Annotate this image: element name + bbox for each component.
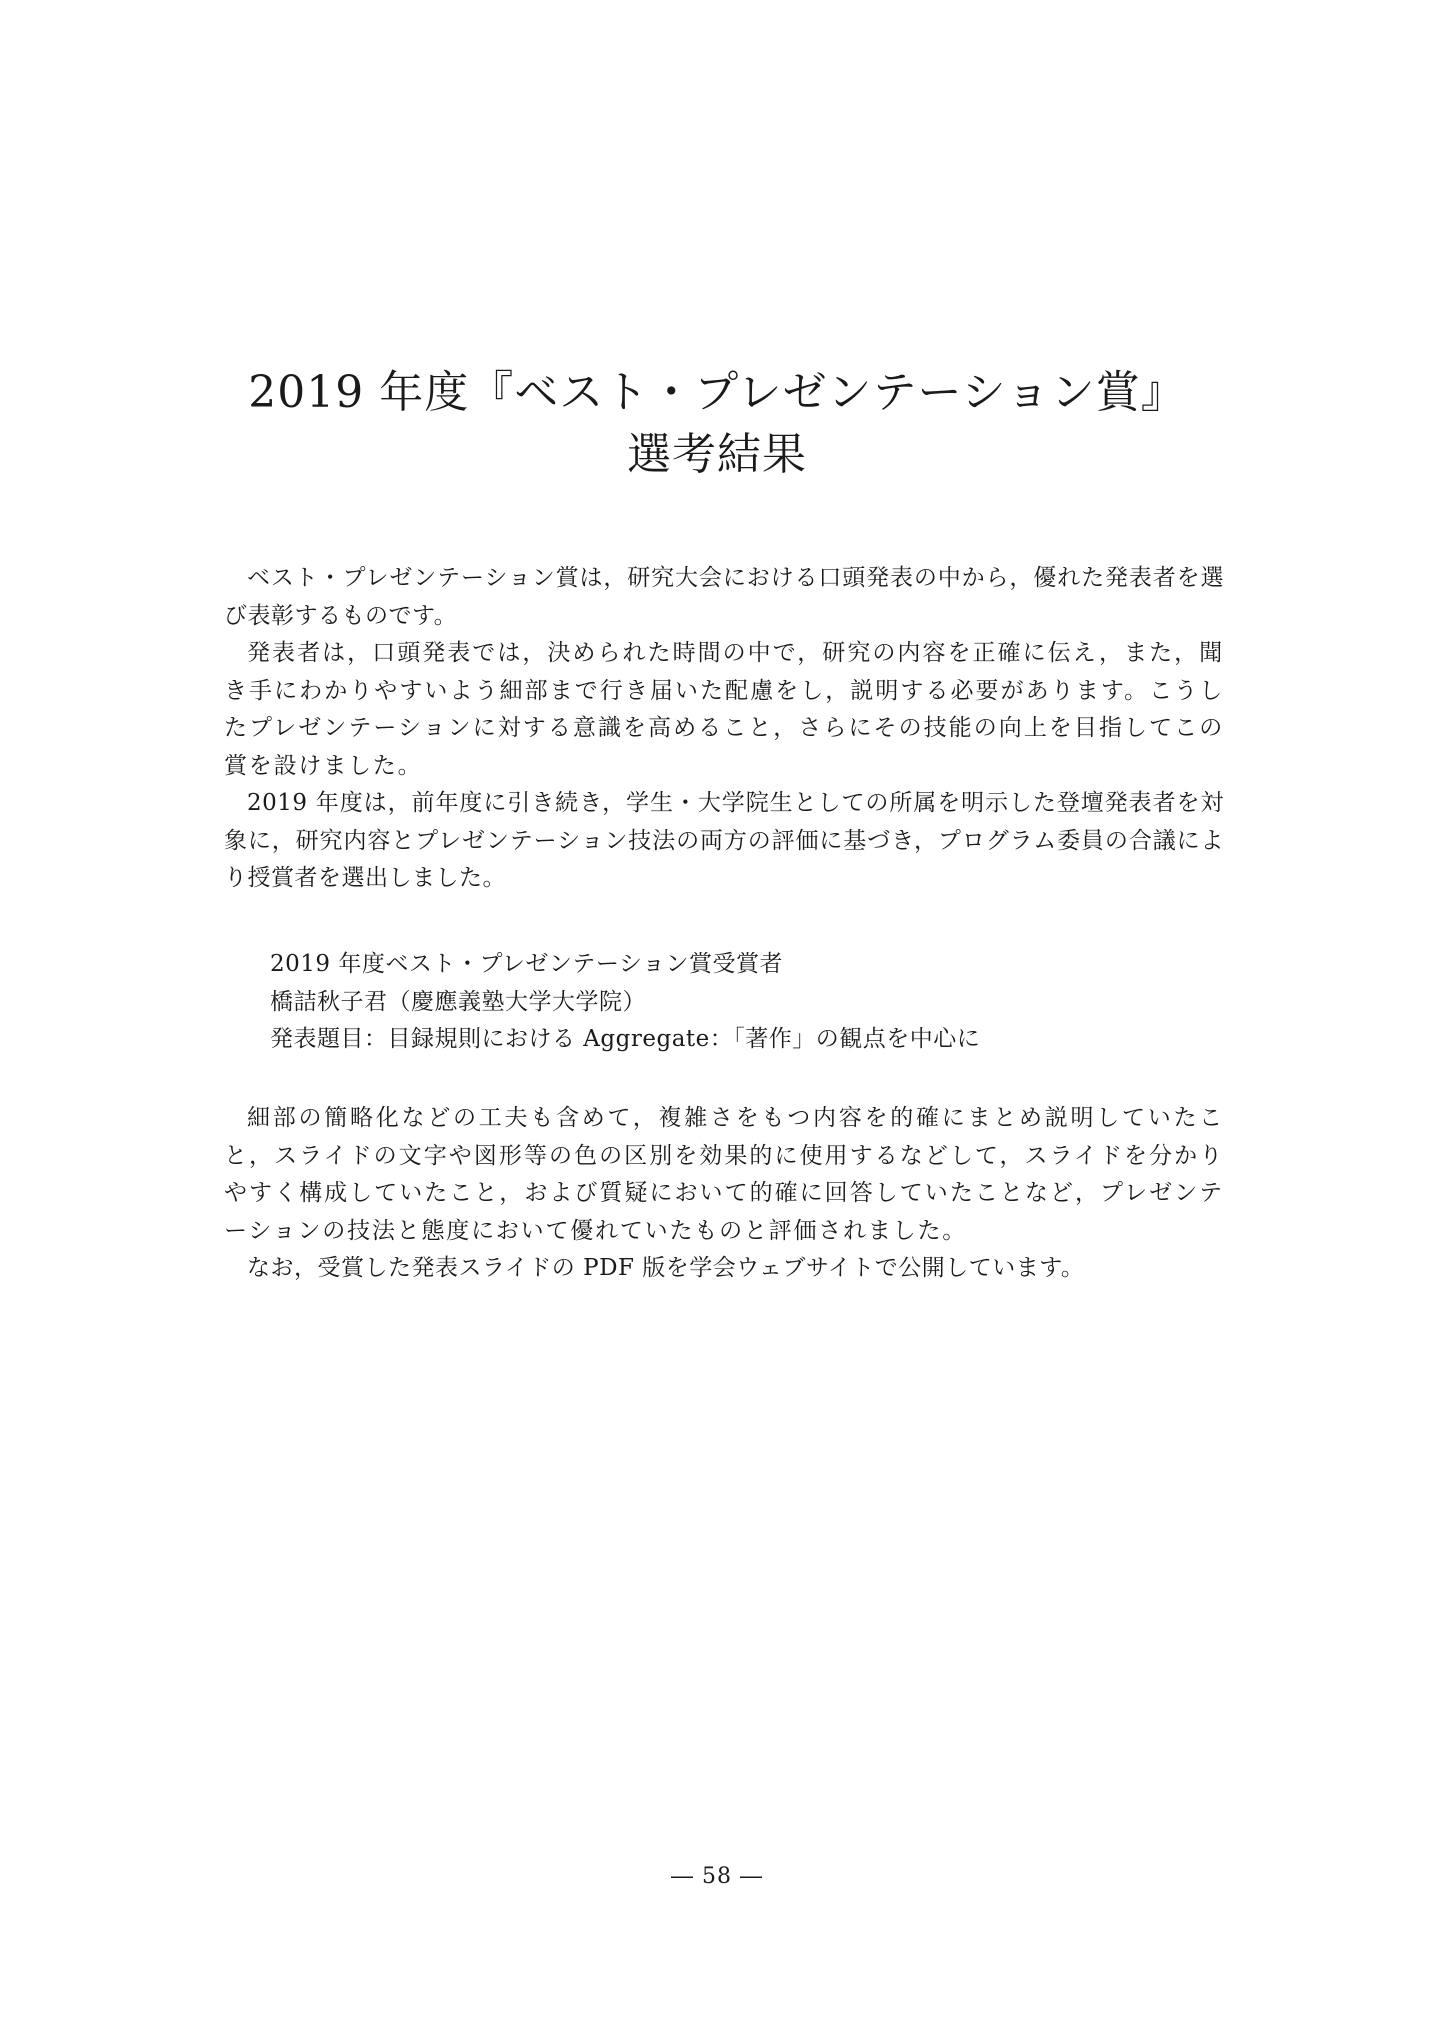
intro-section [224, 560, 1224, 898]
title-line-selection-results: 選考結果 [627, 429, 807, 480]
intro-paragraph-selection: 2019 年度は，前年度に引き続き，学生・大学院生としての所属を明示した登壇発表者を対象に，研究内容とプレゼンテーション技法の両方の評価に基づき，プログラム委員の合議により授賞者を選出しました。 [224, 790, 1224, 891]
publication-note-paragraph: なお，受賞した発表スライドの PDF 版を学会ウェブサイトで公開しています。 [247, 1255, 1085, 1281]
page-number: ― 58 ― [671, 1864, 763, 1889]
award-recipient: 橋詰秋子君（慶應義塾大学大学院） [270, 988, 646, 1015]
award-presentation-title: 発表題目：目録規則における Aggregate：「著作」の観点を中心に [270, 1026, 981, 1052]
document-title [0, 362, 1434, 486]
award-heading: 2019 年度ベスト・プレゼンテーション賞受賞者 [270, 951, 784, 977]
intro-paragraph-purpose: ベスト・プレゼンテーション賞は，研究大会における口頭発表の中から，優れた発表者を選び表彰するものです。 [224, 565, 1224, 629]
intro-paragraph-rationale: 発表者は，口頭発表では，決められた時間の中で，研究の内容を正確に伝え，また，聞き手にわかりやすいよう細部まで行き届いた配慮をし，説明する必要があります。こうしたプレゼンテーションに対する意識を高めること，さらにその技能の向上を目指してこの賞を設けました。 [224, 640, 1224, 779]
evaluation-paragraph: 細部の簡略化などの工夫も含めて，複雑さをもつ内容を的確にまとめ説明していたこと，スライドの文字や図形等の色の区別を効果的に使用するなどして，スライドを分かりやすく構成していたこと，および質疑において的確に回答していたことなど，プレゼンテーションの技法と態度において優れていたものと評価されました。 [224, 1105, 1224, 1244]
award-recipient-section [270, 946, 1224, 1059]
evaluation-section [224, 1100, 1224, 1288]
title-line-award-name: 2019 年度『ベスト・プレゼンテーション賞』 [248, 367, 1186, 418]
